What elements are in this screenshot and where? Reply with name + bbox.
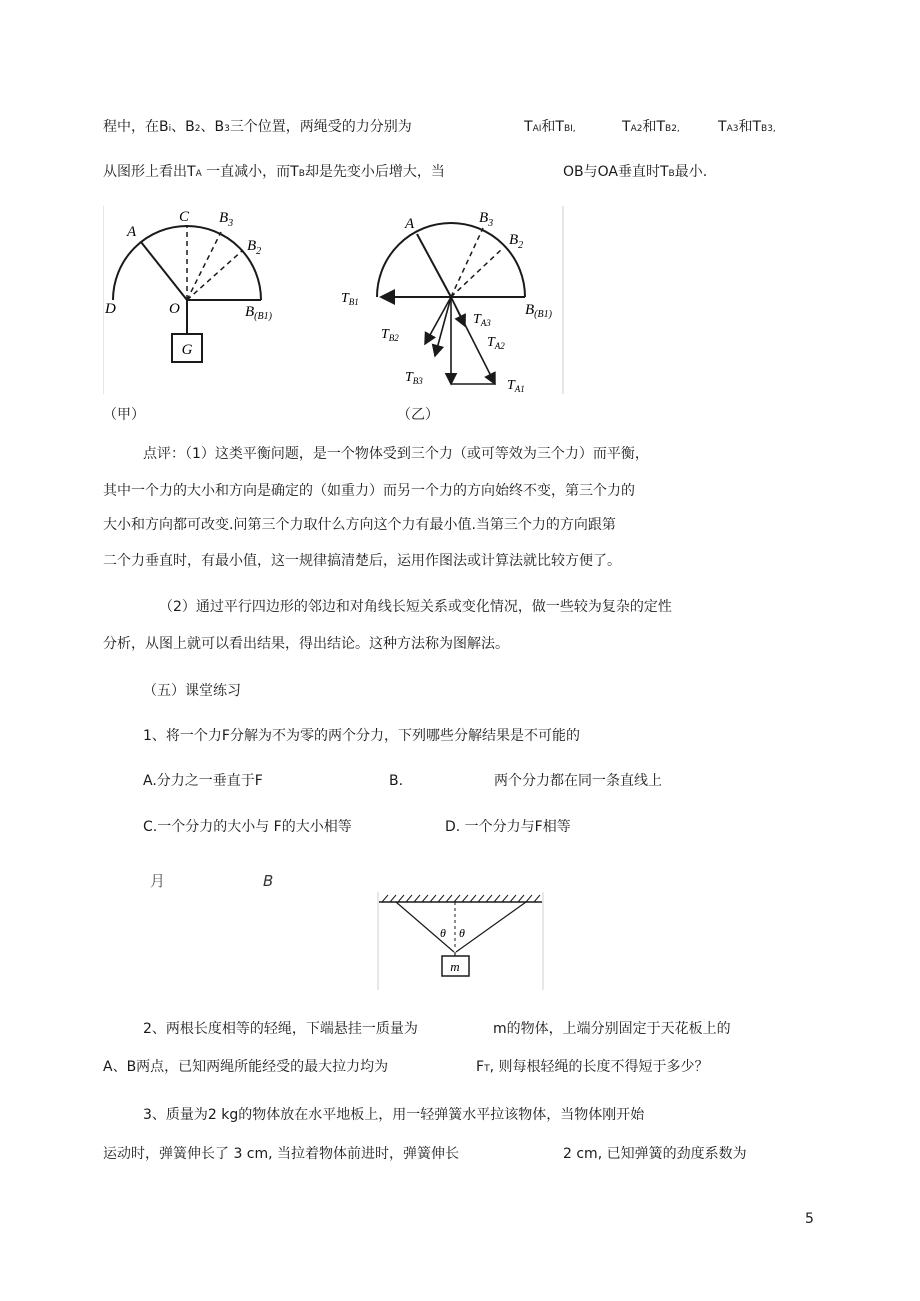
question-2-line-1b: m的物体，上端分别固定于天花板上的	[493, 1021, 731, 1037]
question-2-line-1a: 2、两根长度相等的轻绳，下端悬挂一质量为	[143, 1021, 418, 1037]
question-3-line-2a: 运动时，弹簧伸长了 3 cm, 当拉着物体前进时，弹簧伸长	[103, 1146, 460, 1162]
svg-text:G: G	[181, 342, 193, 358]
svg-text:D: D	[105, 301, 116, 317]
figure-left-diagram	[103, 206, 343, 396]
svg-text:TA1: $T_{A1}$	[507, 378, 525, 394]
svg-text:TA3: $T_{A3}$	[473, 312, 491, 328]
question-1-option-b-text: 两个分力都在同一条直线上	[494, 773, 662, 789]
figure-right-caption: （乙）	[397, 407, 439, 423]
question-1-stem: 1、将一个力F分解为不为零的两个分力，下列哪些分解结果是不可能的	[143, 728, 580, 744]
rope-right	[456, 902, 526, 952]
question-2-line-2b: FT, 则每根轻绳的长度不得短于多少？	[476, 1059, 709, 1075]
svg-text:TB1: $T_{B1}$	[341, 291, 359, 307]
text-line: 从图形上看出TA 一直减小，而TB却是先变小后增大，当	[103, 164, 445, 180]
comment-line-5: （2）通过平行四边形的邻边和对角线长短关系或变化情况，做一些较为复杂的定性	[159, 599, 672, 615]
page-number: 5	[805, 1211, 814, 1227]
figure-3-label-left: 月	[150, 872, 166, 890]
svg-text:B2: $B_2$	[509, 232, 524, 251]
question-1-option-d: D. 一个分力与F相等	[445, 819, 571, 835]
svg-text:θ: θ	[459, 926, 465, 940]
svg-text:B(B1): $B_{(B1)}$	[525, 302, 552, 320]
text-line: OB与OA垂直时TB最小.	[563, 164, 708, 180]
question-1-option-b-label: B.	[389, 773, 404, 789]
svg-text:TA2: $T_{A2}$	[487, 335, 505, 351]
svg-text:θ: θ	[440, 926, 446, 940]
question-1-option-a: A.分力之一垂直于F	[143, 773, 263, 789]
rope-oa	[141, 242, 187, 300]
svg-text:m: m	[450, 959, 460, 974]
svg-text:C: C	[179, 209, 190, 225]
force-label-t3: TA3和TB3,	[718, 119, 776, 135]
svg-text:TB3: $T_{B3}$	[405, 370, 423, 386]
comment-line-1: 点评：（1）这类平衡问题，是一个物体受到三个力（或可等效为三个力）而平衡，	[143, 446, 649, 462]
question-2-line-2a: A、B两点，已知两绳所能经受的最大拉力均为	[103, 1059, 389, 1075]
comment-line-2: 其中一个力的大小和方向是确定的（如重力）而另一个力的方向始终不变，第三个力的	[103, 483, 635, 499]
svg-text:B3: $B_3$	[219, 210, 234, 229]
comment-line-3: 大小和方向都可改变.问第三个力取什么方向这个力有最小值.当第三个力的方向跟第	[103, 517, 616, 533]
question-3-line-1: 3、质量为2 kg的物体放在水平地板上，用一轻弹簧水平拉该物体，当物体刚开始	[143, 1107, 645, 1123]
figure-right-diagram	[335, 206, 565, 396]
question-1-option-c: C.一个分力的大小与 F的大小相等	[143, 819, 352, 835]
figure-left-caption: （甲）	[103, 407, 145, 423]
svg-text:A: A	[405, 216, 415, 232]
question-3-line-2b: 2 cm, 已知弹簧的劲度系数为	[563, 1146, 747, 1162]
svg-text:B2: $B_2$	[247, 238, 262, 257]
figure-3-diagram	[376, 892, 546, 992]
svg-text:B3: $B_3$	[479, 210, 494, 229]
comment-line-6: 分析，从图上就可以看出结果，得出结论。这种方法称为图解法。	[103, 636, 509, 652]
force-label-t2: TA2和TB2,	[622, 119, 680, 135]
force-label-t1: TAI和TBI,	[524, 119, 576, 135]
svg-text:A: A	[127, 224, 137, 240]
comment-line-4: 二个力垂直时，有最小值，这一规律搞清楚后，运用作图法或计算法就比较方便了。	[103, 553, 621, 569]
figure-3-label-right: B	[263, 872, 274, 890]
section-title: （五）课堂练习	[143, 683, 241, 699]
text-line: 程中，在Bi、B2、B3三个位置，两绳受的力分别为	[103, 119, 412, 135]
semicircle-arc	[377, 223, 525, 297]
svg-text:B(B1): $B_{(B1)}$	[245, 304, 272, 322]
svg-text:O: O	[169, 301, 180, 317]
svg-text:TB2: $T_{B2}$	[381, 327, 399, 343]
